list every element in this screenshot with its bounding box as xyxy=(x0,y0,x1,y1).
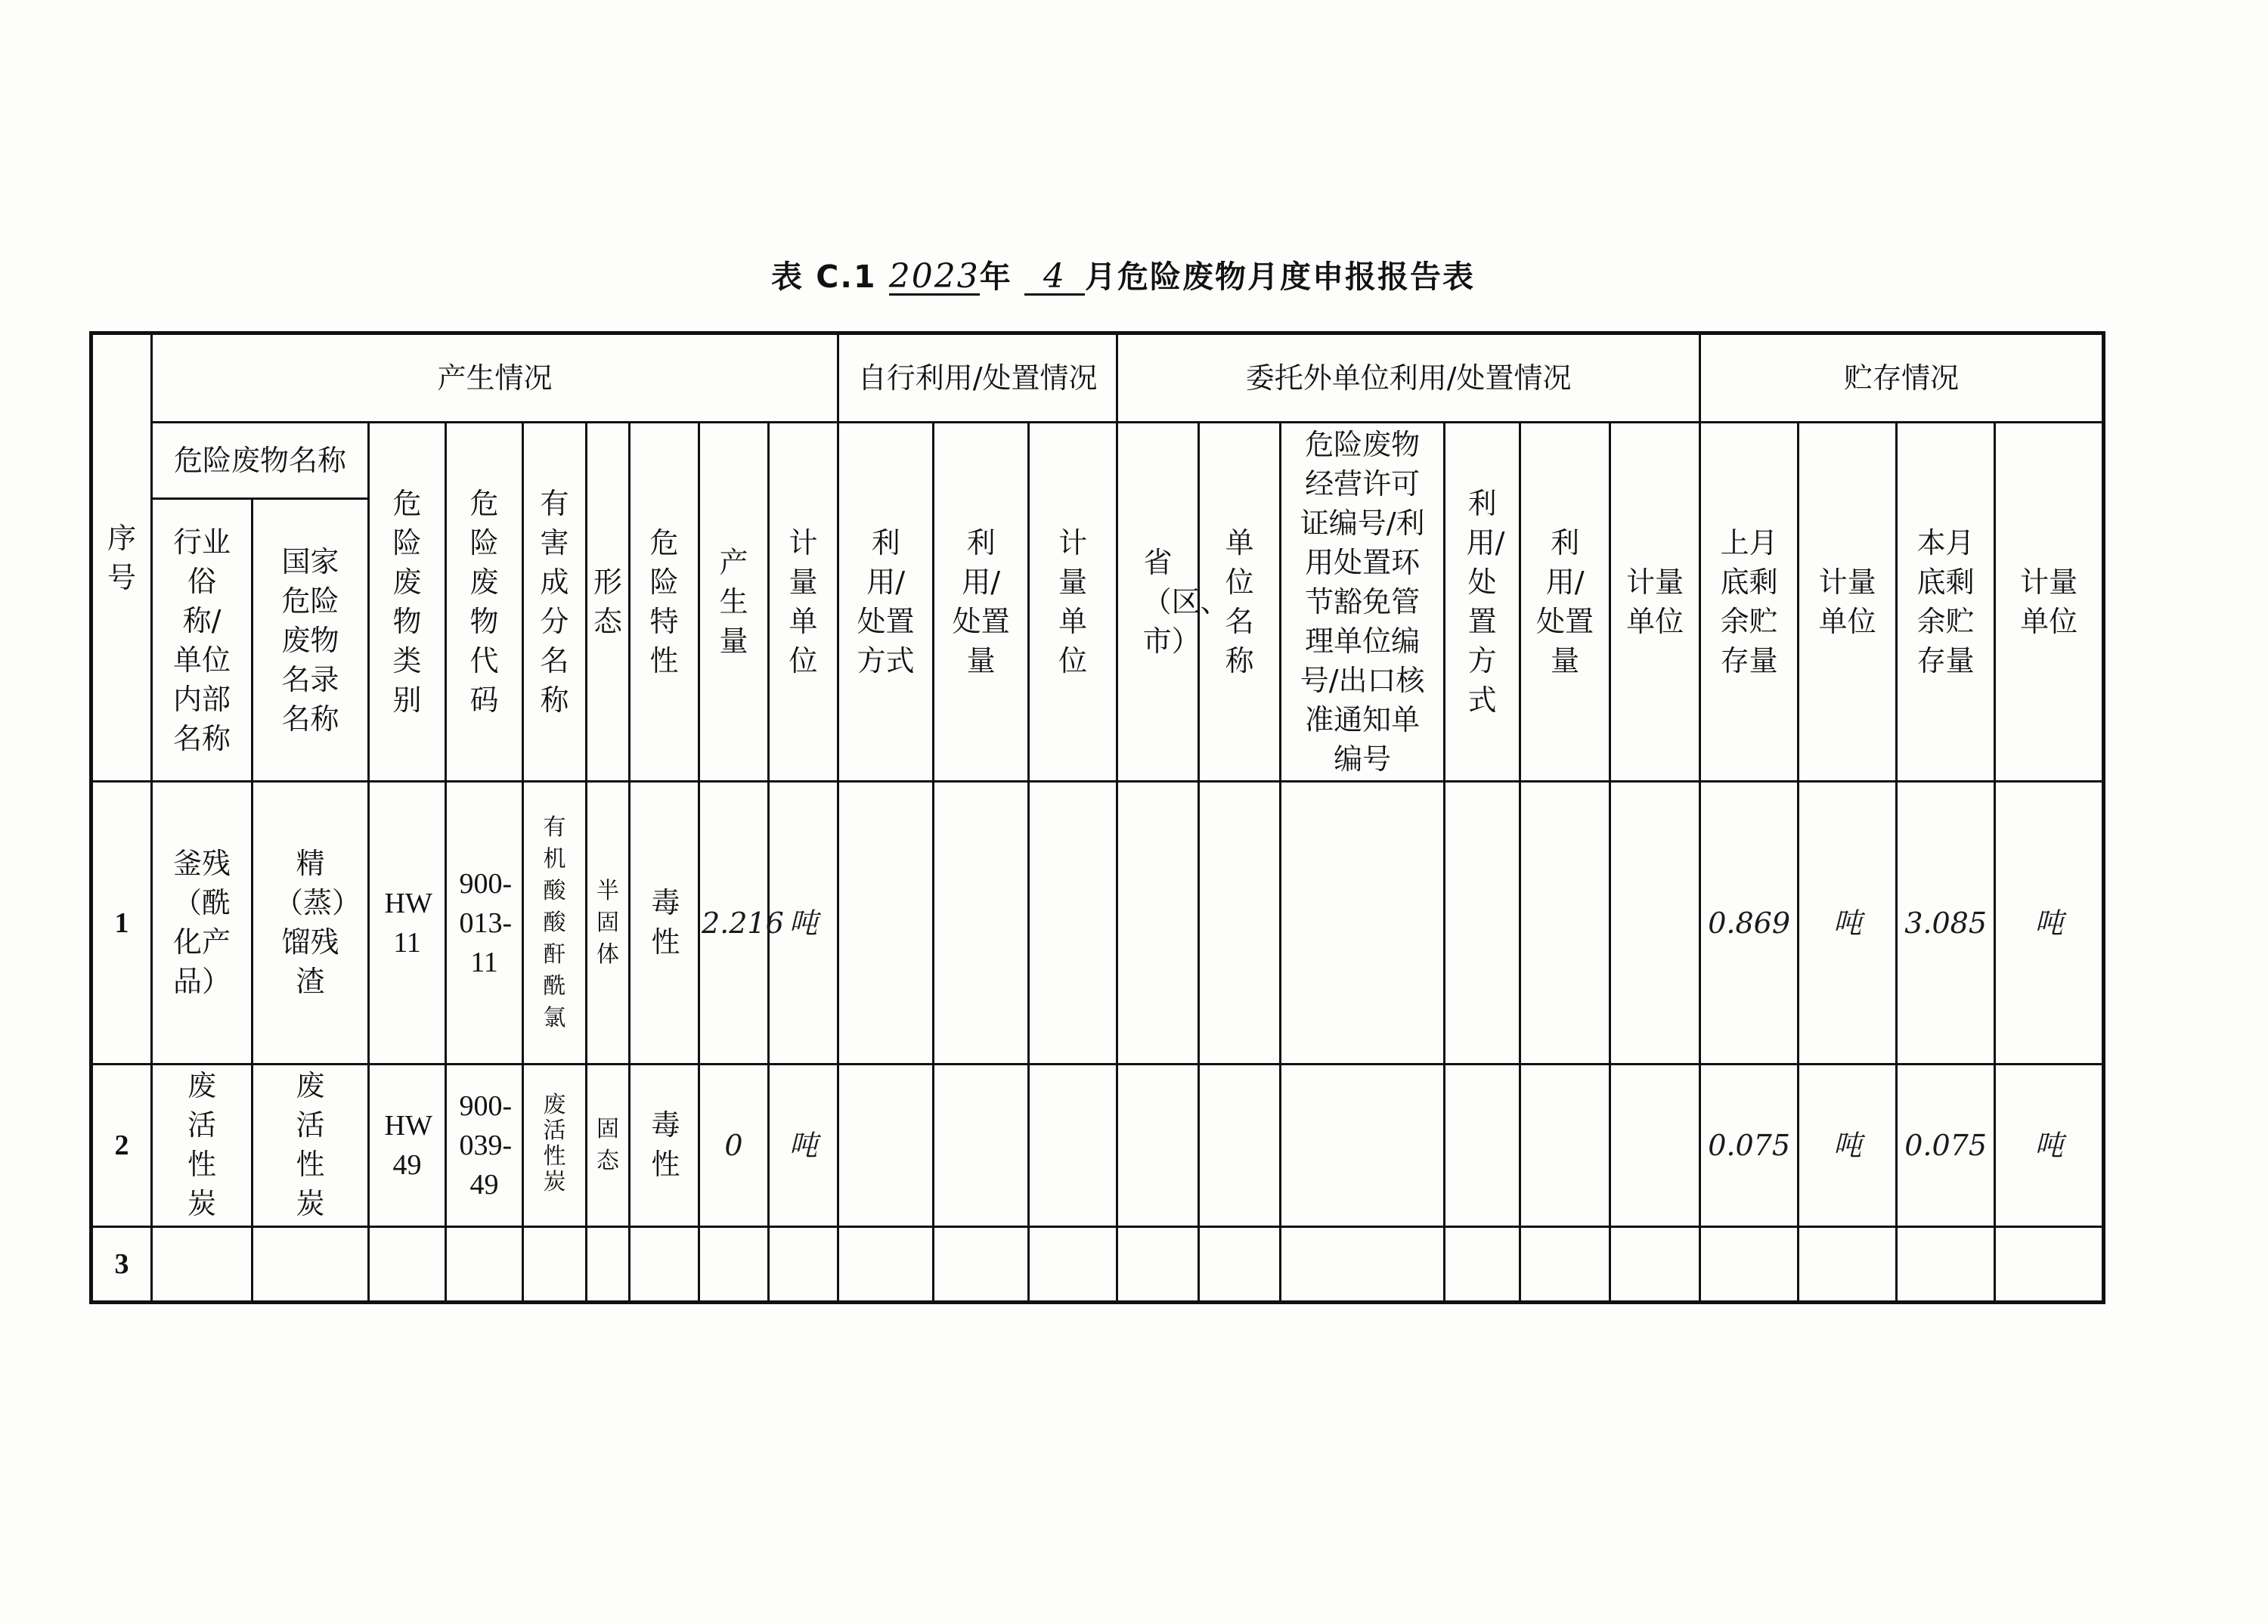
row-category: HW 49 xyxy=(369,1065,446,1227)
header-this-stock: 本月底剩余贮存量 xyxy=(1897,423,1995,782)
row-this-unit xyxy=(1995,1227,2104,1303)
table-row xyxy=(91,1227,2104,1303)
row-self-method xyxy=(838,1227,934,1303)
row-national-name: 废活性炭 xyxy=(253,1065,369,1227)
row-this-unit: 吨 xyxy=(1995,1065,2104,1227)
row-output: 0 xyxy=(699,1065,769,1227)
header-row-2 xyxy=(91,423,2104,499)
title-year: 2023 xyxy=(888,257,980,296)
row-output xyxy=(699,1227,769,1303)
row-category: HW 11 xyxy=(369,782,446,1065)
row-code: 900-013-11 xyxy=(446,782,523,1065)
row-license xyxy=(1281,1227,1445,1303)
row-this-stock xyxy=(1897,1227,1995,1303)
row-province xyxy=(1117,1065,1199,1227)
row-seq: 1 xyxy=(91,782,152,1065)
table-row xyxy=(91,782,2104,1065)
header-last-stock: 上月底剩余贮存量 xyxy=(1700,423,1799,782)
row-last-stock: 0.075 xyxy=(1700,1065,1799,1227)
header-national-name: 国家危险废物名录名称 xyxy=(253,499,369,782)
row-self-unit xyxy=(1029,1227,1117,1303)
row-entrust-method xyxy=(1445,1065,1520,1227)
row-this-stock: 3.085 xyxy=(1897,782,1995,1065)
row-entrust-method xyxy=(1445,782,1520,1065)
header-row-1 xyxy=(91,333,2104,423)
row-form xyxy=(587,1227,630,1303)
title-suffix: 月危险废物月度申报报告表 xyxy=(1085,259,1476,295)
header-this-unit: 计量单位 xyxy=(1995,423,2104,782)
title-month: 4 xyxy=(1024,260,1085,296)
header-self-method: 利用/处置方式 xyxy=(838,423,934,782)
header-waste-name: 危险废物名称 xyxy=(152,423,369,499)
header-group-production: 产生情况 xyxy=(152,333,838,423)
row-property: 毒性 xyxy=(630,782,699,1065)
header-output: 产生量 xyxy=(699,423,769,782)
header-self-amount: 利用/处置量 xyxy=(934,423,1029,782)
row-code: 900-039-49 xyxy=(446,1065,523,1227)
row-unit xyxy=(769,1227,838,1303)
header-last-unit: 计量单位 xyxy=(1799,423,1897,782)
row-self-unit xyxy=(1029,782,1117,1065)
row-self-method xyxy=(838,1065,934,1227)
row-industry-name: 釜残（酰化产品） xyxy=(152,782,253,1065)
row-harmful: 废活性炭 xyxy=(523,1065,587,1227)
header-unit: 计量单位 xyxy=(769,423,838,782)
row-org-name xyxy=(1199,782,1281,1065)
header-property: 危险特性 xyxy=(630,423,699,782)
row-seq: 3 xyxy=(91,1227,152,1303)
waste-report-table xyxy=(89,331,2105,1304)
report-title xyxy=(771,252,1475,296)
row-unit: 吨 xyxy=(769,782,838,1065)
row-form: 半固体 xyxy=(587,782,630,1065)
row-output: 2.216 xyxy=(699,782,769,1065)
header-harmful: 有害成分名称 xyxy=(523,423,587,782)
row-category xyxy=(369,1227,446,1303)
header-seq: 序号 xyxy=(91,333,152,782)
row-entrust-unit xyxy=(1610,1227,1700,1303)
row-industry-name: 废活性炭 xyxy=(152,1065,253,1227)
row-this-unit: 吨 xyxy=(1995,782,2104,1065)
header-license: 危险废物经营许可证编号/利用处置环节豁免管理单位编号/出口核准通知单编号 xyxy=(1281,423,1445,782)
row-self-amount xyxy=(934,1065,1029,1227)
row-harmful xyxy=(523,1227,587,1303)
row-seq: 2 xyxy=(91,1065,152,1227)
row-code xyxy=(446,1227,523,1303)
header-code: 危险废物代码 xyxy=(446,423,523,782)
row-last-stock xyxy=(1700,1227,1799,1303)
header-category: 危险废物类别 xyxy=(369,423,446,782)
row-national-name xyxy=(253,1227,369,1303)
row-last-unit xyxy=(1799,1227,1897,1303)
title-prefix: 表 C.1 xyxy=(771,259,877,295)
row-unit: 吨 xyxy=(769,1065,838,1227)
header-group-self: 自行利用/处置情况 xyxy=(838,333,1117,423)
row-entrust-method xyxy=(1445,1227,1520,1303)
row-last-unit: 吨 xyxy=(1799,1065,1897,1227)
row-industry-name xyxy=(152,1227,253,1303)
row-license xyxy=(1281,1065,1445,1227)
row-form: 固态 xyxy=(587,1065,630,1227)
title-year-suffix: 年 xyxy=(979,259,1012,295)
header-group-storage: 贮存情况 xyxy=(1700,333,2104,423)
header-province: 省（区、市） xyxy=(1117,423,1199,782)
row-entrust-unit xyxy=(1610,1065,1700,1227)
row-entrust-unit xyxy=(1610,782,1700,1065)
row-org-name xyxy=(1199,1065,1281,1227)
table-row xyxy=(91,1065,2104,1227)
row-province xyxy=(1117,782,1199,1065)
row-self-amount xyxy=(934,782,1029,1065)
header-org-name: 单位名称 xyxy=(1199,423,1281,782)
row-this-stock: 0.075 xyxy=(1897,1065,1995,1227)
row-entrust-amount xyxy=(1520,1065,1610,1227)
header-entrust-unit: 计量单位 xyxy=(1610,423,1700,782)
row-property: 毒性 xyxy=(630,1065,699,1227)
header-self-unit: 计量单位 xyxy=(1029,423,1117,782)
header-entrust-method: 利用/处置方式 xyxy=(1445,423,1520,782)
header-entrust-amount: 利用/处置量 xyxy=(1520,423,1610,782)
row-last-stock: 0.869 xyxy=(1700,782,1799,1065)
row-self-amount xyxy=(934,1227,1029,1303)
row-property xyxy=(630,1227,699,1303)
row-national-name: 精（蒸）馏残渣 xyxy=(253,782,369,1065)
row-province xyxy=(1117,1227,1199,1303)
row-self-unit xyxy=(1029,1065,1117,1227)
row-entrust-amount xyxy=(1520,1227,1610,1303)
row-entrust-amount xyxy=(1520,782,1610,1065)
header-industry-name: 行业俗称/单位内部名称 xyxy=(152,499,253,782)
row-org-name xyxy=(1199,1227,1281,1303)
header-form: 形态 xyxy=(587,423,630,782)
row-harmful: 有机酸 酸酐 酰氯 xyxy=(523,782,587,1065)
row-self-method xyxy=(838,782,934,1065)
row-last-unit: 吨 xyxy=(1799,782,1897,1065)
header-group-entrust: 委托外单位利用/处置情况 xyxy=(1117,333,1700,423)
row-license xyxy=(1281,782,1445,1065)
